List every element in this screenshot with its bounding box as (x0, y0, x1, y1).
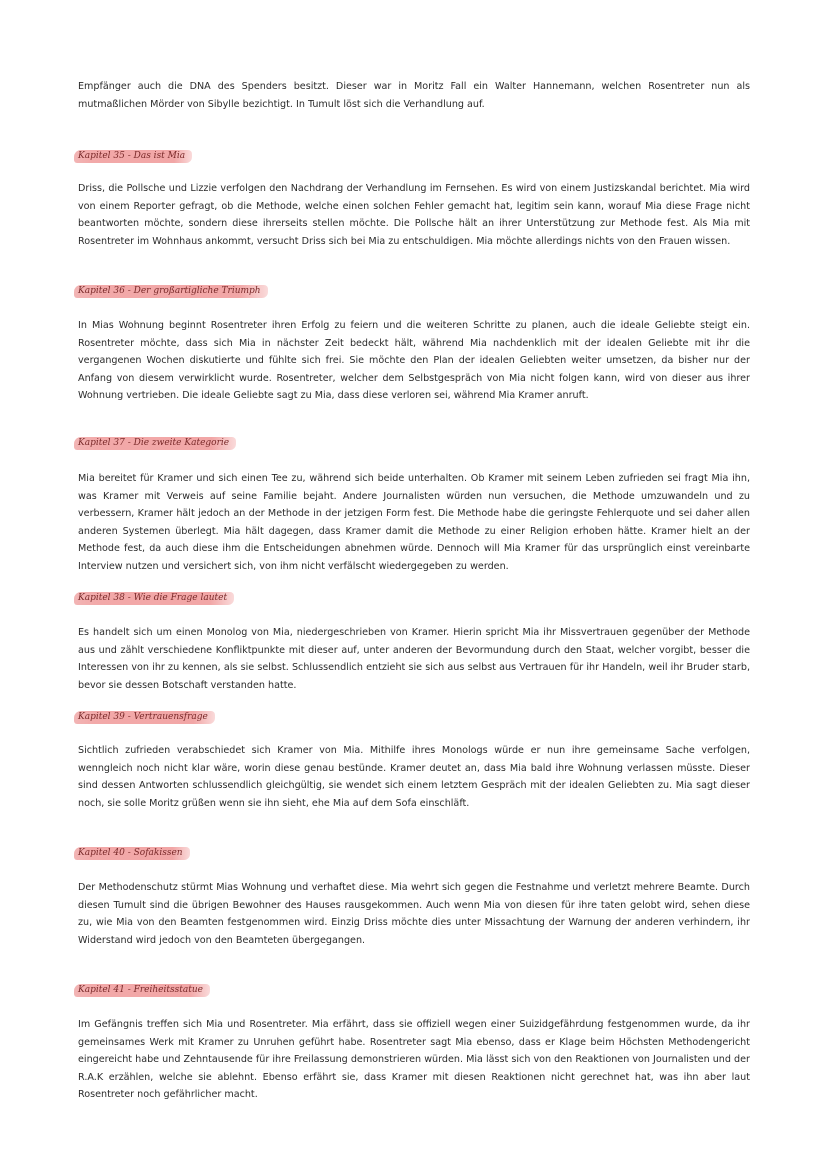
chapter-36-heading: Kapitel 36 - Der großartigliche Triumph (74, 285, 268, 298)
chapter-37-heading: Kapitel 37 - Die zweite Kategorie (74, 437, 236, 450)
chapter-39-paragraph: Sichtlich zufrieden verabschiedet sich Kramer von Mia. Mithilfe ihres Monologs würde er nun ihre gemeinsame Sache verfolgen, wenngleich noch nicht klar wäre, worin diese genau bestünde. Kramer deutet an, dass Mia bald ihre Wohnung verlassen müsste. Dieser sind dessen Antworten schlussendlich gleichgültig, sie wendet sich einem letztem Gespräch mit der idealen Geliebten zu. Mia sagt dieser noch, sie solle Moritz grüßen wenn sie ihn sieht, ehe Mia auf dem Sofa einschläft. (78, 745, 750, 809)
intro-paragraph: Empfänger auch die DNA des Spenders besitzt. Dieser war in Moritz Fall ein Walter Hannemann, welchen Rosentreter nun als mutmaßlichen Mörder von Sibylle bezichtigt. In Tumult löst sich die Verhandlung auf. (78, 81, 750, 110)
chapter-41-paragraph: Im Gefängnis treffen sich Mia und Rosentreter. Mia erfährt, dass sie offiziell wegen einer Suizidgefährdung festgenommen wurde, da ihr gemeinsames Werk mit Kramer zu Unruhen geführt habe. Rosentreter sagt Mia ebenso, dass er Klage beim Höchsten Methodengericht eingereicht habe und Zehntausende für ihre Freilassung demonstrieren würden. Mia lässt sich von den Reaktionen von Journalisten und der R.A.K erzählen, welche sie ablehnt. Ebenso erfährt sie, dass Kramer mit diesen Reaktionen nicht gerechnet hat, was ihn aber laut Rosentreter noch gefährlicher macht. (78, 1019, 750, 1100)
chapter-36-paragraph: In Mias Wohnung beginnt Rosentreter ihren Erfolg zu feiern und die weiteren Schritte zu planen, auch die ideale Geliebte steigt ein. Rosentreter möchte, dass sich Mia in nächster Zeit bedeckt hält, während Mia nachdenklich mit der idealen Geliebte mit ihr die vergangenen Wochen diskutierte und fühlte sich frei. Sie möchte den Plan der idealen Geliebten weiter umsetzen, da bisher nur der Anfang von diesem verwirklicht wurde. Rosentreter, welcher dem Selbstgespräch von Mia nicht folgen kann, wird von dieser aus ihrer Wohnung vertrieben. Die ideale Geliebte sagt zu Mia, dass diese verloren sei, während Mia Kramer anruft. (78, 320, 750, 401)
chapter-41-heading: Kapitel 41 - Freiheitsstatue (74, 984, 210, 997)
chapter-40-heading: Kapitel 40 - Sofakissen (74, 847, 190, 860)
chapter-37-paragraph: Mia bereitet für Kramer und sich einen Tee zu, während sich beide unterhalten. Ob Kramer mit seinem Leben zufrieden sei fragt Mia ihn, was Kramer mit Verweis auf seine Familie bejaht. Andere Journalisten würden nun versuchen, die Methode umzuwandeln und zu verbessern, Kramer hält jedoch an der Methode in der jetzigen Form fest. Die Methode habe die geringste Fehlerquote und sei daher allen anderen Systemen überlegt. Mia hält dagegen, dass Kramer damit die Methode zu einer Religion erhoben hätte. Kramer hielt an der Methode fest, da auch diese ihm die Entscheidungen abnehmen würde. Dennoch will Mia Kramer für das ursprünglich einst vereinbarte Interview nutzen und versichert sich, von ihm nicht verfälscht wiedergegeben zu werden. (78, 473, 750, 572)
chapter-40-paragraph: Der Methodenschutz stürmt Mias Wohnung und verhaftet diese. Mia wehrt sich gegen die Festnahme und verletzt mehrere Beamte. Durch diesen Tumult sind die übrigen Bewohner des Hauses rausgekommen. Auch wenn Mia von diesen für ihre taten gelobt wird, sehen diese zu, wie Mia von den Beamten festgenommen wird. Einzig Driss möchte dies unter Missachtung der Warnung der anderen verhindern, ihr Widerstand wird jedoch von den Beamteten übergegangen. (78, 882, 750, 946)
chapter-39-heading: Kapitel 39 - Vertrauensfrage (74, 711, 215, 724)
chapter-35-heading: Kapitel 35 - Das ist Mia (74, 150, 192, 163)
chapter-38-paragraph: Es handelt sich um einen Monolog von Mia, niedergeschrieben von Kramer. Hierin spricht Mia ihr Missvertrauen gegenüber der Methode aus und zählt verschiedene Konfliktpunkte mit dieser auf, unter anderen der Bevormundung durch den Staat, welcher vorgibt, besser die Interessen von ihr zu kennen, als sie selbst. Schlussendlich entzieht sie sich aus selbst aus Vertrauen für ihr Handeln, weil ihr Bruder starb, bevor sie dessen Botschaft verstanden hatte. (78, 627, 750, 691)
chapter-38-heading: Kapitel 38 - Wie die Frage lautet (74, 592, 234, 605)
chapter-35-paragraph: Driss, die Pollsche und Lizzie verfolgen den Nachdrang der Verhandlung im Fernsehen. Es wird von einem Justizskandal berichtet. Mia wird von einem Reporter gefragt, ob die Methode, welche einen solchen Fehler gemacht hat, legitim sein kann, worauf Mia diese Frage nicht beantworten möchte, sondern diese ihrerseits stellen möchte. Die Pollsche hält an ihrer Unterstützung zur Methode fest. Als Mia mit Rosentreter im Wohnhaus ankommt, versucht Driss sich bei Mia zu entschuldigen. Mia möchte allerdings nichts von den Frauen wissen. (78, 183, 750, 247)
